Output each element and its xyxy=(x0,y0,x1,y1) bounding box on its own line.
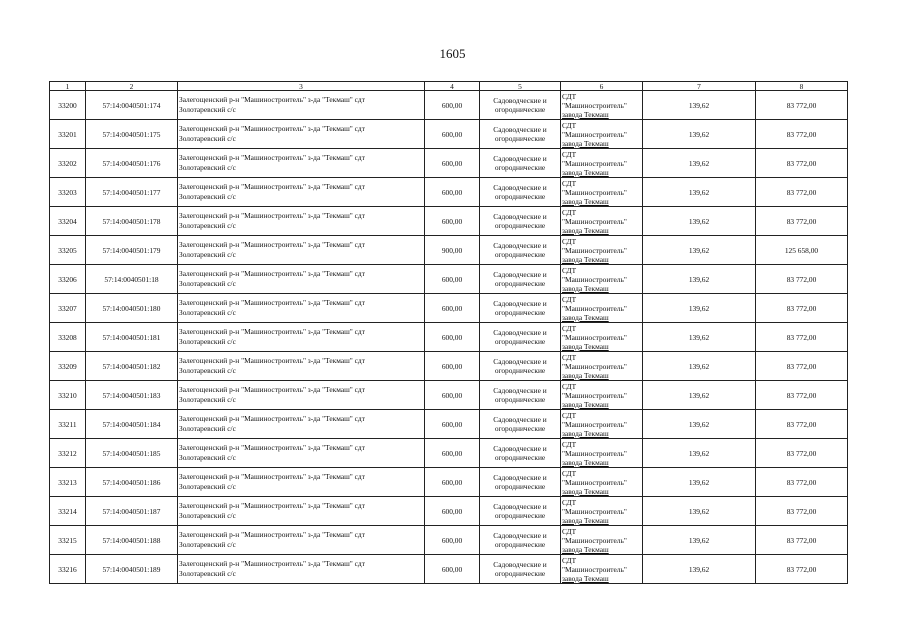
location-line-2: Золотаревский с/с xyxy=(179,279,236,288)
location-line-2: Золотаревский с/с xyxy=(179,134,236,143)
area-value: 600,00 xyxy=(425,439,480,468)
location-line-2: Золотаревский с/с xyxy=(179,221,236,230)
cadastral-number: 57:14:0040501:18 xyxy=(86,265,178,294)
organization-line-3: завода Текмаш xyxy=(562,167,609,177)
cadastral-value: 83 772,00 xyxy=(756,410,848,439)
location-line-1: Залегощенский р-н "Машиностроитель" з-да "Текмаш" сдт xyxy=(179,327,365,336)
organization-line-3: завода Текмаш xyxy=(562,573,609,583)
rate-value: 139,62 xyxy=(643,323,756,352)
organization-line-1: СДТ xyxy=(562,178,577,188)
land-use-line-2: огороднические xyxy=(494,511,546,520)
table-row xyxy=(50,323,848,352)
row-number: 33208 xyxy=(50,323,86,352)
location-cell xyxy=(178,323,425,352)
column-header: 4 xyxy=(425,82,480,91)
location-cell xyxy=(178,468,425,497)
land-use-cell xyxy=(480,526,561,555)
land-use-cell xyxy=(480,149,561,178)
rate-value: 139,62 xyxy=(643,352,756,381)
column-header: 3 xyxy=(178,82,425,91)
organization-cell xyxy=(561,294,643,323)
column-header: 6 xyxy=(561,82,643,91)
location-cell xyxy=(178,410,425,439)
organization-line-1: СДТ xyxy=(562,236,577,246)
land-use-line-1: Садоводческие и xyxy=(493,502,547,511)
area-value: 600,00 xyxy=(425,497,480,526)
cadastral-number: 57:14:0040501:176 xyxy=(86,149,178,178)
organization-cell xyxy=(561,207,643,236)
location-line-1: Залегощенский р-н "Машиностроитель" з-да "Текмаш" сдт xyxy=(179,414,365,423)
organization-line-1: СДТ xyxy=(562,207,577,217)
location-cell xyxy=(178,294,425,323)
rate-value: 139,62 xyxy=(643,381,756,410)
row-number: 33213 xyxy=(50,468,86,497)
location-line-2: Золотаревский с/с xyxy=(179,395,236,404)
land-use-cell xyxy=(480,265,561,294)
cadastral-value: 83 772,00 xyxy=(756,323,848,352)
table-row xyxy=(50,439,848,468)
page-number: 1605 xyxy=(439,46,466,61)
table-row xyxy=(50,555,848,584)
organization-line-1: СДТ xyxy=(562,468,577,478)
location-line-1: Залегощенский р-н "Машиностроитель" з-да "Текмаш" сдт xyxy=(179,298,365,307)
organization-line-2: "Машиностроитель" xyxy=(562,448,627,458)
organization-line-1: СДТ xyxy=(562,555,577,565)
land-use-cell xyxy=(480,178,561,207)
location-line-1: Залегощенский р-н "Машиностроитель" з-да "Текмаш" сдт xyxy=(179,182,365,191)
row-number: 33202 xyxy=(50,149,86,178)
land-use-line-1: Садоводческие и xyxy=(493,125,547,134)
cadastral-value: 125 658,00 xyxy=(756,236,848,265)
location-line-1: Залегощенский р-н "Машиностроитель" з-да "Текмаш" сдт xyxy=(179,472,365,481)
organization-line-3: завода Текмаш xyxy=(562,341,609,351)
rate-value: 139,62 xyxy=(643,468,756,497)
area-value: 600,00 xyxy=(425,120,480,149)
location-line-2: Золотаревский с/с xyxy=(179,569,236,578)
land-use-line-1: Садоводческие и xyxy=(493,241,547,250)
organization-line-3: завода Текмаш xyxy=(562,515,609,525)
land-use-line-2: огороднические xyxy=(494,366,546,375)
cadastral-number: 57:14:0040501:184 xyxy=(86,410,178,439)
organization-line-3: завода Текмаш xyxy=(562,370,609,380)
organization-line-3: завода Текмаш xyxy=(562,486,609,496)
column-header: 2 xyxy=(86,82,178,91)
land-use-line-1: Садоводческие и xyxy=(493,357,547,366)
rate-value: 139,62 xyxy=(643,120,756,149)
row-number: 33214 xyxy=(50,497,86,526)
area-value: 600,00 xyxy=(425,323,480,352)
organization-line-2: "Машиностроитель" xyxy=(562,274,627,284)
organization-line-1: СДТ xyxy=(562,352,577,362)
location-line-1: Залегощенский р-н "Машиностроитель" з-да "Текмаш" сдт xyxy=(179,153,365,162)
organization-line-2: "Машиностроитель" xyxy=(562,506,627,516)
land-use-cell xyxy=(480,468,561,497)
organization-line-3: завода Текмаш xyxy=(562,109,609,119)
organization-cell xyxy=(561,526,643,555)
organization-line-1: СДТ xyxy=(562,120,577,130)
cadastral-number: 57:14:0040501:185 xyxy=(86,439,178,468)
land-use-line-2: огороднические xyxy=(494,105,546,114)
location-cell xyxy=(178,352,425,381)
area-value: 900,00 xyxy=(425,236,480,265)
cadastral-value: 83 772,00 xyxy=(756,497,848,526)
land-use-line-1: Садоводческие и xyxy=(493,560,547,569)
location-line-2: Золотаревский с/с xyxy=(179,192,236,201)
organization-line-2: "Машиностроитель" xyxy=(562,303,627,313)
row-number: 33212 xyxy=(50,439,86,468)
organization-cell xyxy=(561,468,643,497)
organization-line-2: "Машиностроитель" xyxy=(562,477,627,487)
row-number: 33215 xyxy=(50,526,86,555)
land-use-line-2: огороднические xyxy=(494,250,546,259)
column-header: 7 xyxy=(643,82,756,91)
location-line-1: Залегощенский р-н "Машиностроитель" з-да "Текмаш" сдт xyxy=(179,124,365,133)
organization-line-1: СДТ xyxy=(562,149,577,159)
area-value: 600,00 xyxy=(425,149,480,178)
location-line-1: Залегощенский р-н "Машиностроитель" з-да "Текмаш" сдт xyxy=(179,501,365,510)
column-header: 1 xyxy=(50,82,86,91)
row-number: 33209 xyxy=(50,352,86,381)
organization-cell xyxy=(561,236,643,265)
cadastral-number: 57:14:0040501:189 xyxy=(86,555,178,584)
location-line-1: Залегощенский р-н "Машиностроитель" з-да "Текмаш" сдт xyxy=(179,269,365,278)
cadastral-number: 57:14:0040501:174 xyxy=(86,91,178,120)
organization-line-3: завода Текмаш xyxy=(562,399,609,409)
rate-value: 139,62 xyxy=(643,178,756,207)
location-cell xyxy=(178,497,425,526)
cadastral-number: 57:14:0040501:178 xyxy=(86,207,178,236)
location-line-2: Золотаревский с/с xyxy=(179,511,236,520)
cadastral-number: 57:14:0040501:186 xyxy=(86,468,178,497)
organization-line-2: "Машиностроитель" xyxy=(562,129,627,139)
organization-cell xyxy=(561,149,643,178)
organization-cell xyxy=(561,439,643,468)
organization-line-1: СДТ xyxy=(562,323,577,333)
table-row xyxy=(50,381,848,410)
land-use-line-1: Садоводческие и xyxy=(493,386,547,395)
location-line-2: Золотаревский с/с xyxy=(179,540,236,549)
location-cell xyxy=(178,555,425,584)
location-line-1: Залегощенский р-н "Машиностроитель" з-да "Текмаш" сдт xyxy=(179,530,365,539)
organization-line-2: "Машиностроитель" xyxy=(562,158,627,168)
land-use-cell xyxy=(480,323,561,352)
land-use-line-2: огороднические xyxy=(494,134,546,143)
organization-line-3: завода Текмаш xyxy=(562,457,609,467)
location-cell xyxy=(178,149,425,178)
organization-line-2: "Машиностроитель" xyxy=(562,419,627,429)
organization-line-1: СДТ xyxy=(562,265,577,275)
row-number: 33211 xyxy=(50,410,86,439)
location-line-2: Золотаревский с/с xyxy=(179,453,236,462)
cadastral-number: 57:14:0040501:187 xyxy=(86,497,178,526)
row-number: 33207 xyxy=(50,294,86,323)
row-number: 33205 xyxy=(50,236,86,265)
cadastral-number: 57:14:0040501:175 xyxy=(86,120,178,149)
organization-cell xyxy=(561,381,643,410)
location-line-2: Золотаревский с/с xyxy=(179,163,236,172)
rate-value: 139,62 xyxy=(643,236,756,265)
cadastral-value: 83 772,00 xyxy=(756,439,848,468)
land-use-cell xyxy=(480,207,561,236)
table-row xyxy=(50,120,848,149)
cadastral-value: 83 772,00 xyxy=(756,468,848,497)
land-use-cell xyxy=(480,497,561,526)
organization-line-3: завода Текмаш xyxy=(562,196,609,206)
location-line-1: Залегощенский р-н "Машиностроитель" з-да "Текмаш" сдт xyxy=(179,385,365,394)
location-cell xyxy=(178,178,425,207)
organization-line-2: "Машиностроитель" xyxy=(562,390,627,400)
location-cell xyxy=(178,439,425,468)
table-row xyxy=(50,207,848,236)
cadastral-number: 57:14:0040501:183 xyxy=(86,381,178,410)
area-value: 600,00 xyxy=(425,265,480,294)
land-use-cell xyxy=(480,439,561,468)
cadastral-number: 57:14:0040501:188 xyxy=(86,526,178,555)
organization-cell xyxy=(561,178,643,207)
rate-value: 139,62 xyxy=(643,526,756,555)
rate-value: 139,62 xyxy=(643,294,756,323)
land-use-line-1: Садоводческие и xyxy=(493,531,547,540)
organization-line-1: СДТ xyxy=(562,497,577,507)
land-use-line-2: огороднические xyxy=(494,337,546,346)
cadastral-value: 83 772,00 xyxy=(756,265,848,294)
land-use-cell xyxy=(480,236,561,265)
location-line-1: Залегощенский р-н "Машиностроитель" з-да "Текмаш" сдт xyxy=(179,356,365,365)
land-use-line-1: Садоводческие и xyxy=(493,328,547,337)
cadastral-value: 83 772,00 xyxy=(756,207,848,236)
table-row xyxy=(50,149,848,178)
area-value: 600,00 xyxy=(425,91,480,120)
organization-line-2: "Машиностроитель" xyxy=(562,332,627,342)
land-use-line-2: огороднические xyxy=(494,163,546,172)
cadastral-value: 83 772,00 xyxy=(756,294,848,323)
land-use-cell xyxy=(480,91,561,120)
land-use-cell xyxy=(480,555,561,584)
land-use-cell xyxy=(480,294,561,323)
organization-cell xyxy=(561,497,643,526)
table-row xyxy=(50,352,848,381)
cadastral-number: 57:14:0040501:182 xyxy=(86,352,178,381)
land-use-line-1: Садоводческие и xyxy=(493,183,547,192)
column-header: 8 xyxy=(756,82,848,91)
area-value: 600,00 xyxy=(425,352,480,381)
land-use-cell xyxy=(480,352,561,381)
location-line-1: Залегощенский р-н "Машиностроитель" з-да "Текмаш" сдт xyxy=(179,95,365,104)
location-line-2: Золотаревский с/с xyxy=(179,482,236,491)
location-line-2: Золотаревский с/с xyxy=(179,337,236,346)
table-row xyxy=(50,178,848,207)
organization-line-3: завода Текмаш xyxy=(562,312,609,322)
column-header-row xyxy=(50,82,848,91)
rate-value: 139,62 xyxy=(643,497,756,526)
cadastral-value: 83 772,00 xyxy=(756,120,848,149)
land-use-line-1: Садоводческие и xyxy=(493,444,547,453)
organization-line-3: завода Текмаш xyxy=(562,283,609,293)
land-use-cell xyxy=(480,410,561,439)
land-use-line-2: огороднические xyxy=(494,395,546,404)
organization-line-1: СДТ xyxy=(562,439,577,449)
table-row xyxy=(50,265,848,294)
organization-line-3: завода Текмаш xyxy=(562,544,609,554)
land-use-line-1: Садоводческие и xyxy=(493,154,547,163)
organization-cell xyxy=(561,323,643,352)
land-use-line-2: огороднические xyxy=(494,279,546,288)
organization-line-2: "Машиностроитель" xyxy=(562,535,627,545)
area-value: 600,00 xyxy=(425,381,480,410)
cadastral-number: 57:14:0040501:177 xyxy=(86,178,178,207)
cadastral-number: 57:14:0040501:180 xyxy=(86,294,178,323)
location-cell xyxy=(178,236,425,265)
organization-line-1: СДТ xyxy=(562,526,577,536)
location-line-2: Золотаревский с/с xyxy=(179,105,236,114)
table-row xyxy=(50,410,848,439)
cadastral-number: 57:14:0040501:181 xyxy=(86,323,178,352)
area-value: 600,00 xyxy=(425,207,480,236)
land-use-line-2: огороднические xyxy=(494,424,546,433)
location-line-2: Золотаревский с/с xyxy=(179,250,236,259)
table-row xyxy=(50,236,848,265)
cadastral-value: 83 772,00 xyxy=(756,91,848,120)
land-use-line-1: Садоводческие и xyxy=(493,270,547,279)
organization-line-2: "Машиностроитель" xyxy=(562,564,627,574)
table-row xyxy=(50,468,848,497)
row-number: 33200 xyxy=(50,91,86,120)
rate-value: 139,62 xyxy=(643,439,756,468)
location-line-2: Золотаревский с/с xyxy=(179,308,236,317)
location-cell xyxy=(178,91,425,120)
cadastral-value: 83 772,00 xyxy=(756,149,848,178)
land-use-line-1: Садоводческие и xyxy=(493,473,547,482)
row-number: 33204 xyxy=(50,207,86,236)
location-cell xyxy=(178,120,425,149)
land-use-line-2: огороднические xyxy=(494,482,546,491)
land-use-line-2: огороднические xyxy=(494,221,546,230)
cadastral-value: 83 772,00 xyxy=(756,352,848,381)
row-number: 33206 xyxy=(50,265,86,294)
location-line-1: Залегощенский р-н "Машиностроитель" з-да "Текмаш" сдт xyxy=(179,443,365,452)
rate-value: 139,62 xyxy=(643,410,756,439)
land-use-line-2: огороднические xyxy=(494,453,546,462)
organization-line-1: СДТ xyxy=(562,381,577,391)
organization-line-2: "Машиностроитель" xyxy=(562,100,627,110)
land-use-line-2: огороднические xyxy=(494,540,546,549)
table-row xyxy=(50,526,848,555)
location-line-1: Залегощенский р-н "Машиностроитель" з-да "Текмаш" сдт xyxy=(179,211,365,220)
land-use-line-2: огороднические xyxy=(494,192,546,201)
organization-cell xyxy=(561,555,643,584)
location-cell xyxy=(178,381,425,410)
table-row xyxy=(50,91,848,120)
location-cell xyxy=(178,526,425,555)
row-number: 33210 xyxy=(50,381,86,410)
row-number: 33216 xyxy=(50,555,86,584)
table-row xyxy=(50,497,848,526)
organization-line-3: завода Текмаш xyxy=(562,225,609,235)
land-use-line-1: Садоводческие и xyxy=(493,299,547,308)
rate-value: 139,62 xyxy=(643,149,756,178)
land-use-line-1: Садоводческие и xyxy=(493,415,547,424)
organization-line-3: завода Текмаш xyxy=(562,254,609,264)
row-number: 33203 xyxy=(50,178,86,207)
organization-line-2: "Машиностроитель" xyxy=(562,245,627,255)
organization-cell xyxy=(561,410,643,439)
rate-value: 139,62 xyxy=(643,555,756,584)
location-line-2: Золотаревский с/с xyxy=(179,424,236,433)
organization-line-2: "Машиностроитель" xyxy=(562,361,627,371)
land-use-line-2: огороднические xyxy=(494,308,546,317)
organization-line-3: завода Текмаш xyxy=(562,138,609,148)
row-number: 33201 xyxy=(50,120,86,149)
land-use-line-1: Садоводческие и xyxy=(493,212,547,221)
cadastral-value: 83 772,00 xyxy=(756,526,848,555)
area-value: 600,00 xyxy=(425,526,480,555)
land-use-cell xyxy=(480,381,561,410)
land-use-line-2: огороднические xyxy=(494,569,546,578)
cadastral-value: 83 772,00 xyxy=(756,555,848,584)
area-value: 600,00 xyxy=(425,178,480,207)
area-value: 600,00 xyxy=(425,410,480,439)
column-header: 5 xyxy=(480,82,561,91)
organization-cell xyxy=(561,120,643,149)
table-row xyxy=(50,294,848,323)
land-registry-table xyxy=(49,81,848,584)
organization-cell xyxy=(561,352,643,381)
area-value: 600,00 xyxy=(425,294,480,323)
organization-cell xyxy=(561,91,643,120)
land-use-line-1: Садоводческие и xyxy=(493,96,547,105)
cadastral-value: 83 772,00 xyxy=(756,178,848,207)
organization-cell xyxy=(561,265,643,294)
organization-line-3: завода Текмаш xyxy=(562,428,609,438)
area-value: 600,00 xyxy=(425,555,480,584)
location-line-2: Золотаревский с/с xyxy=(179,366,236,375)
organization-line-1: СДТ xyxy=(562,410,577,420)
organization-line-1: СДТ xyxy=(562,294,577,304)
location-cell xyxy=(178,207,425,236)
location-line-1: Залегощенский р-н "Машиностроитель" з-да "Текмаш" сдт xyxy=(179,240,365,249)
organization-line-2: "Машиностроитель" xyxy=(562,187,627,197)
rate-value: 139,62 xyxy=(643,207,756,236)
cadastral-value: 83 772,00 xyxy=(756,381,848,410)
location-cell xyxy=(178,265,425,294)
area-value: 600,00 xyxy=(425,468,480,497)
cadastral-number: 57:14:0040501:179 xyxy=(86,236,178,265)
rate-value: 139,62 xyxy=(643,265,756,294)
location-line-1: Залегощенский р-н "Машиностроитель" з-да "Текмаш" сдт xyxy=(179,559,365,568)
land-use-cell xyxy=(480,120,561,149)
organization-line-2: "Машиностроитель" xyxy=(562,216,627,226)
organization-line-1: СДТ xyxy=(562,91,577,101)
rate-value: 139,62 xyxy=(643,91,756,120)
